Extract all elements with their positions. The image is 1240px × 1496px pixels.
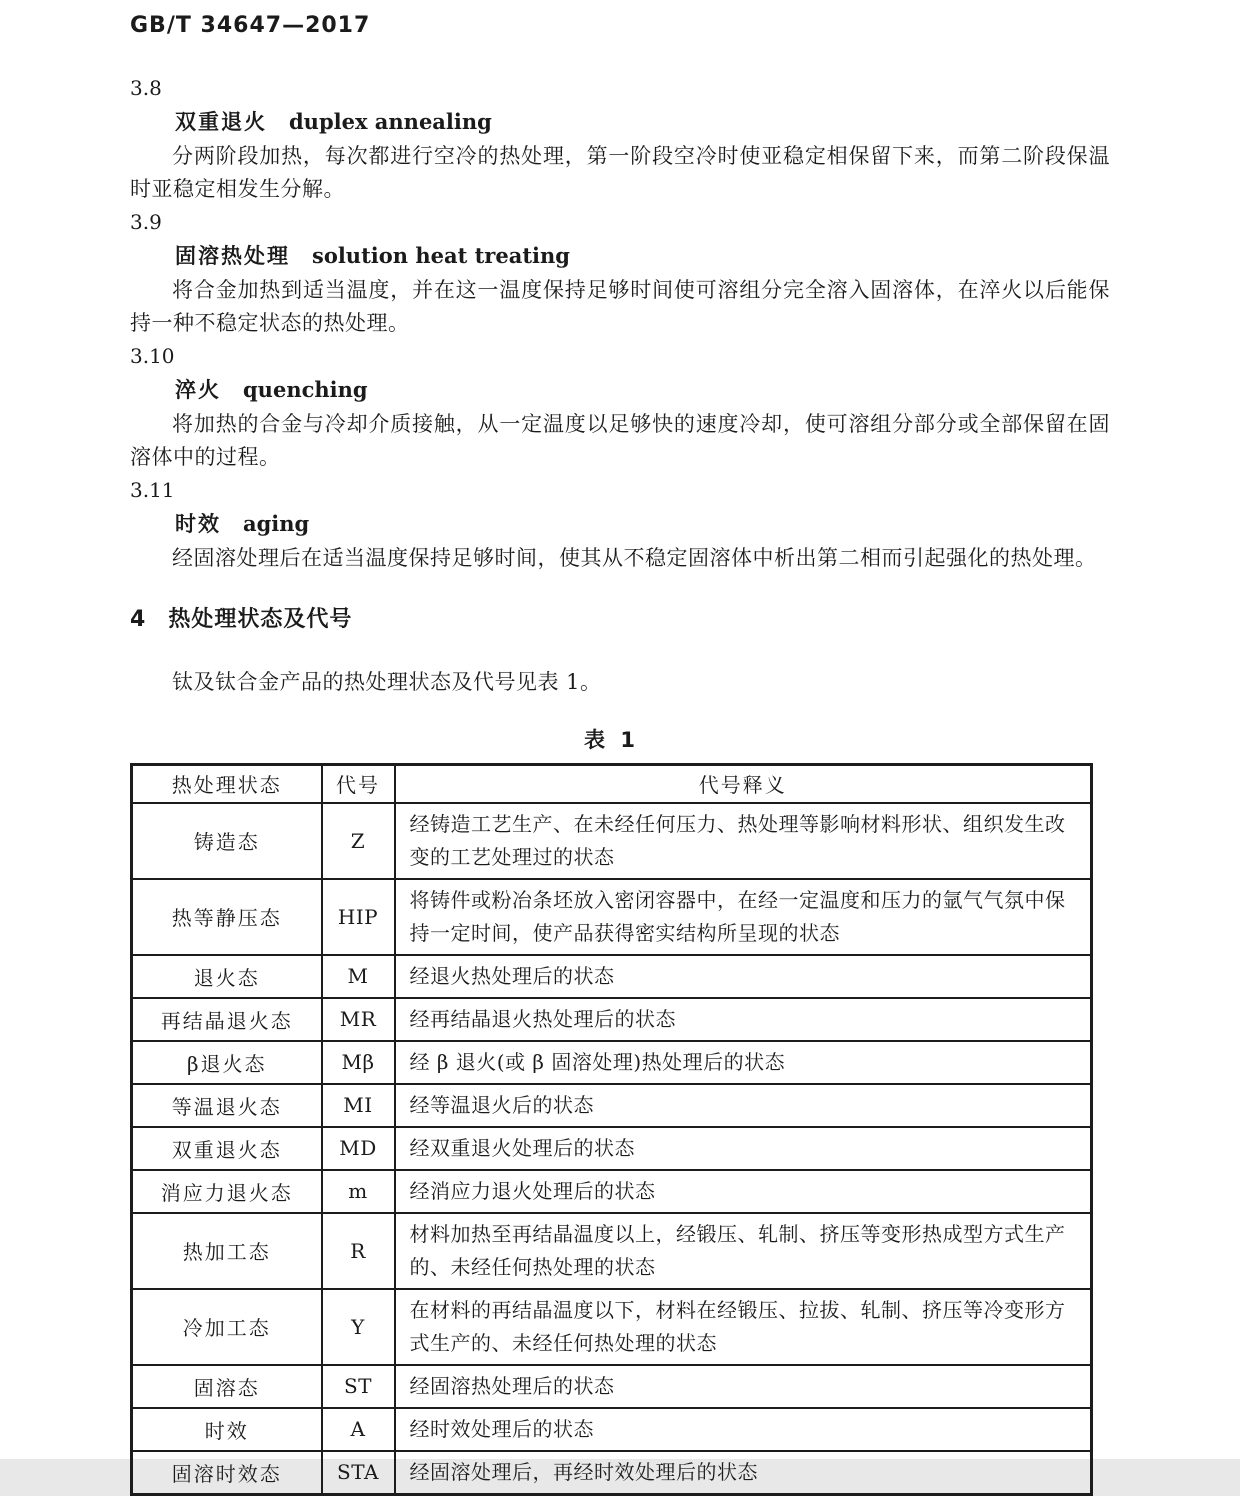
state-cell: β退火态 [132,1041,322,1084]
definition-paragraph: 经固溶处理后在适当温度保持足够时间，使其从不稳定固溶体中析出第二相而引起强化的热处理。 [172,546,1097,570]
section-number: 3.8 [130,76,162,100]
state-cell: 热加工态 [132,1213,322,1289]
code-cell: R [322,1213,395,1289]
desc-cell: 经固溶处理后，再经时效处理后的状态 [395,1451,1092,1495]
term-chinese: 时效 [175,512,221,536]
state-cell: 热等静压态 [132,879,322,955]
desc-cell: 经再结晶退火热处理后的状态 [395,998,1092,1041]
state-cell: 固溶时效态 [132,1451,322,1495]
term-section [130,340,1110,474]
state-cell: 铸造态 [132,803,322,879]
term-section [130,206,1110,340]
section-number: 3.9 [130,210,162,234]
state-cell: 退火态 [132,955,322,998]
table-row [132,1289,1092,1365]
table-header-row [132,765,1092,803]
table-row [132,1170,1092,1213]
table-body [132,803,1092,1495]
definition-paragraph: 将合金加热到适当温度，并在这一温度保持足够时间使可溶组分完全溶入固溶体，在淬火以后能保持一种不稳定状态的热处理。 [130,278,1110,335]
state-cell: 等温退火态 [132,1084,322,1127]
table-row [132,1451,1092,1495]
state-cell: 时效 [132,1408,322,1451]
state-cell: 再结晶退火态 [132,998,322,1041]
desc-cell: 将铸件或粉冶条坯放入密闭容器中，在经一定温度和压力的氩气气氛中保持一定时间，使产品获得密实结构所呈现的状态 [395,879,1092,955]
desc-cell: 经固溶热处理后的状态 [395,1365,1092,1408]
term-chinese: 淬火 [175,378,221,402]
code-cell: MI [322,1084,395,1127]
section-number: 3.11 [130,478,175,502]
code-cell: M [322,955,395,998]
table-row [132,1365,1092,1408]
term-section [130,72,1110,206]
table-row [132,803,1092,879]
table-caption: 表 1 [584,728,639,752]
desc-cell: 经铸造工艺生产、在未经任何压力、热处理等影响材料形状、组织发生改变的工艺处理过的状态 [395,803,1092,879]
desc-cell: 经退火热处理后的状态 [395,955,1092,998]
table-row [132,1084,1092,1127]
term-heading [130,507,1110,542]
desc-cell: 经 β 退火(或 β 固溶处理)热处理后的状态 [395,1041,1092,1084]
table-row [132,1408,1092,1451]
chapter-intro-paragraph: 钛及钛合金产品的热处理状态及代号见表 1。 [172,670,602,694]
code-cell: Z [322,803,395,879]
desc-cell: 在材料的再结晶温度以下，材料在经锻压、拉拔、轧制、挤压等冷变形方式生产的、未经任何热处理的状态 [395,1289,1092,1365]
chapter-title: 热处理状态及代号 [168,607,353,632]
table-row [132,1213,1092,1289]
state-cell: 冷加工态 [132,1289,322,1365]
page-content [130,14,1110,1496]
code-cell: MD [322,1127,395,1170]
definition-paragraph: 分两阶段加热，每次都进行空冷的热处理，第一阶段空冷时使亚稳定相保留下来，而第二阶段保温时亚稳定相发生分解。 [130,144,1110,201]
code-cell: ST [322,1365,395,1408]
term-english: duplex annealing [289,109,492,134]
term-heading [130,373,1110,408]
header-state: 热处理状态 [132,765,322,803]
code-cell: Mβ [322,1041,395,1084]
desc-cell: 材料加热至再结晶温度以上，经锻压、轧制、挤压等变形热成型方式生产的、未经任何热处理的状态 [395,1213,1092,1289]
code-cell: Y [322,1289,395,1365]
code-cell: m [322,1170,395,1213]
standard-number-header: GB/T 34647—2017 [130,13,371,38]
term-chinese: 固溶热处理 [175,244,290,268]
desc-cell: 经消应力退火处理后的状态 [395,1170,1092,1213]
heat-treatment-table [130,763,1093,1496]
header-code: 代号 [322,765,395,803]
chapter-number: 4 [130,607,147,632]
code-cell: A [322,1408,395,1451]
term-section [130,474,1110,575]
term-english: aging [243,511,310,536]
state-cell: 双重退火态 [132,1127,322,1170]
code-cell: HIP [322,879,395,955]
chapter-heading [130,603,1110,636]
header-desc: 代号释义 [395,765,1092,803]
code-cell: STA [322,1451,395,1495]
term-heading [130,239,1110,274]
table-row [132,1127,1092,1170]
term-chinese: 双重退火 [175,110,267,134]
table-row [132,998,1092,1041]
table-row [132,879,1092,955]
state-cell: 固溶态 [132,1365,322,1408]
desc-cell: 经时效处理后的状态 [395,1408,1092,1451]
term-english: solution heat treating [312,243,570,268]
section-number: 3.10 [130,344,175,368]
definition-paragraph: 将加热的合金与冷却介质接触，从一定温度以足够快的速度冷却，使可溶组分部分或全部保留在固溶体中的过程。 [130,412,1110,469]
code-cell: MR [322,998,395,1041]
desc-cell: 经双重退火处理后的状态 [395,1127,1092,1170]
terminology-sections [130,72,1110,575]
term-heading [130,105,1110,140]
table-row [132,955,1092,998]
state-cell: 消应力退火态 [132,1170,322,1213]
desc-cell: 经等温退火后的状态 [395,1084,1092,1127]
table-row [132,1041,1092,1084]
term-english: quenching [243,377,368,402]
